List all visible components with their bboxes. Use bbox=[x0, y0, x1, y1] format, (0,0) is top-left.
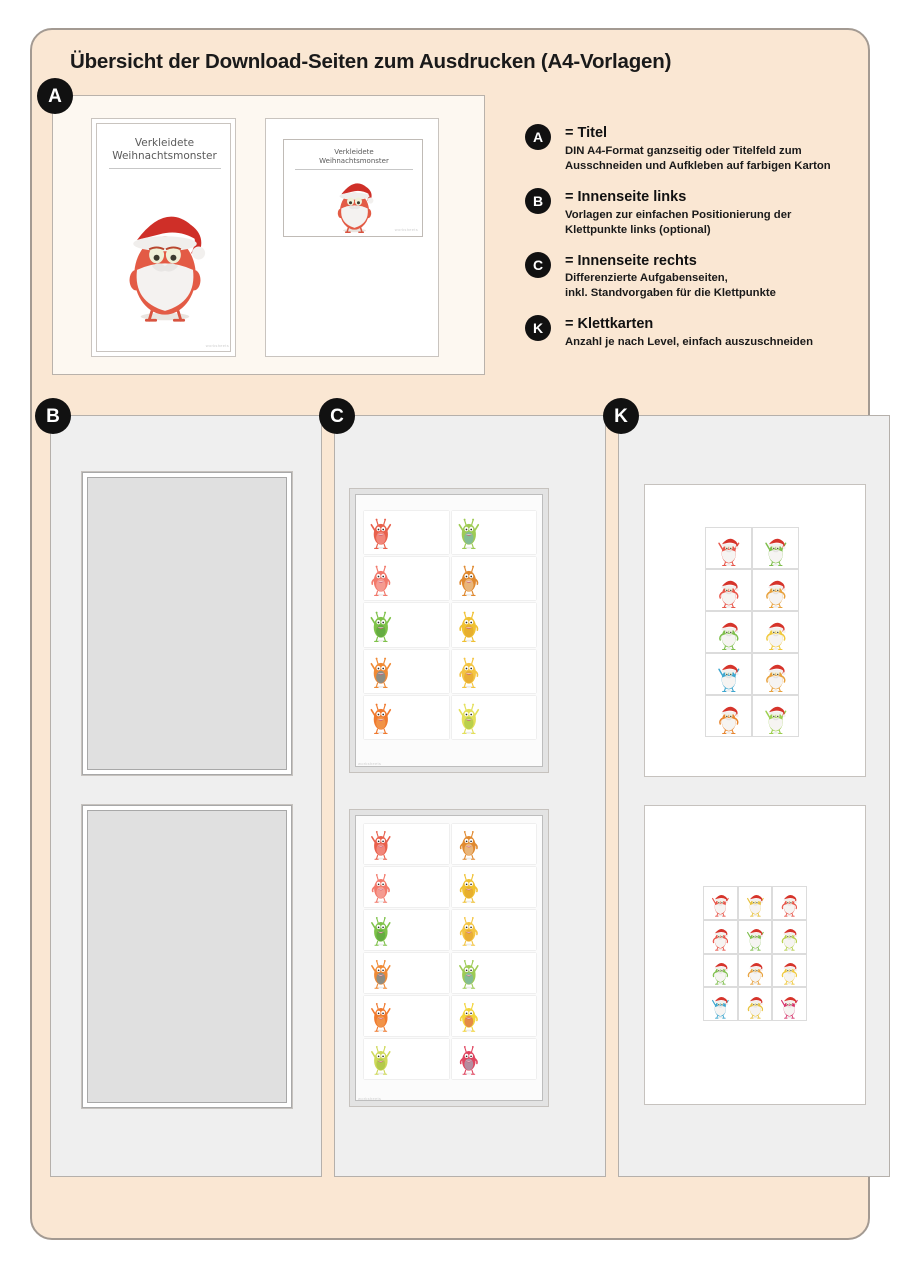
legend-line: Klettpunkte links (optional) bbox=[565, 223, 711, 236]
task-card[interactable] bbox=[364, 824, 449, 864]
task-card[interactable] bbox=[364, 696, 449, 739]
klett-card[interactable] bbox=[738, 886, 773, 920]
klett-card[interactable] bbox=[703, 886, 738, 920]
legend-heading: = Innenseite rechts bbox=[565, 252, 697, 269]
klett-card[interactable] bbox=[772, 954, 807, 988]
legend-heading: = Innenseite links bbox=[565, 188, 687, 205]
legend-heading: = Klettkarten bbox=[565, 316, 654, 333]
task-card[interactable] bbox=[364, 557, 449, 600]
legend-item-b bbox=[525, 190, 865, 238]
legend-line: Anzahl je nach Level, einfach auszuschneiden bbox=[565, 336, 813, 349]
task-card[interactable] bbox=[452, 603, 537, 646]
sticker-block bbox=[703, 886, 807, 1021]
klett-card[interactable] bbox=[705, 653, 752, 695]
badge-a-legend: A bbox=[525, 124, 551, 150]
section-a-container bbox=[48, 85, 485, 375]
klett-card[interactable] bbox=[705, 695, 752, 737]
monster-icon bbox=[369, 1042, 393, 1076]
klett-card[interactable] bbox=[738, 954, 773, 988]
blank-frame-page-2[interactable] bbox=[81, 804, 293, 1109]
monster-icon bbox=[369, 913, 393, 947]
klett-card[interactable] bbox=[705, 569, 752, 611]
watermark: worksheets bbox=[205, 343, 229, 348]
monster-santa-illustration-small bbox=[328, 168, 381, 234]
legend-item-a bbox=[525, 126, 865, 174]
klett-card[interactable] bbox=[703, 920, 738, 954]
monster-icon bbox=[369, 699, 393, 735]
santa-monster-icon bbox=[709, 698, 749, 735]
santa-monster-icon bbox=[709, 614, 749, 651]
sticker-block bbox=[705, 527, 799, 737]
santa-monster-icon bbox=[775, 990, 804, 1019]
title-card bbox=[283, 139, 423, 237]
monster-icon bbox=[369, 956, 393, 990]
klett-card[interactable] bbox=[703, 987, 738, 1021]
task-card[interactable] bbox=[364, 650, 449, 693]
page-inner-frame bbox=[87, 477, 287, 770]
klett-card[interactable] bbox=[703, 954, 738, 988]
monster-icon bbox=[457, 653, 481, 689]
monster-icon bbox=[457, 999, 481, 1033]
monster-icon bbox=[457, 827, 481, 861]
title-page-full[interactable] bbox=[91, 118, 236, 357]
task-card[interactable] bbox=[364, 603, 449, 646]
badge-c-legend: C bbox=[525, 252, 551, 278]
santa-monster-icon bbox=[741, 990, 770, 1019]
klett-card[interactable] bbox=[752, 569, 799, 611]
monster-icon bbox=[457, 870, 481, 904]
watermark: worksheets bbox=[358, 1096, 382, 1101]
task-card-grid bbox=[364, 824, 536, 1079]
santa-monster-icon bbox=[741, 888, 770, 917]
klett-card[interactable] bbox=[705, 611, 752, 653]
monster-icon bbox=[457, 607, 481, 643]
blank-frame-page-1[interactable] bbox=[81, 471, 293, 776]
klett-card[interactable] bbox=[738, 987, 773, 1021]
task-card[interactable] bbox=[452, 511, 537, 554]
task-card[interactable] bbox=[364, 511, 449, 554]
santa-monster-icon bbox=[775, 922, 804, 951]
legend-item-k bbox=[525, 317, 865, 351]
task-card[interactable] bbox=[452, 996, 537, 1036]
task-card[interactable] bbox=[452, 557, 537, 600]
santa-monster-icon bbox=[741, 956, 770, 985]
klett-card[interactable] bbox=[772, 987, 807, 1021]
overview-sheet bbox=[30, 28, 870, 1240]
monster-icon bbox=[369, 607, 393, 643]
monster-icon bbox=[369, 514, 393, 550]
santa-monster-icon bbox=[706, 888, 735, 917]
watermark: worksheets bbox=[358, 761, 382, 766]
task-card[interactable] bbox=[364, 953, 449, 993]
klett-card[interactable] bbox=[772, 920, 807, 954]
panel-innenseite-links bbox=[46, 405, 322, 1177]
klett-card[interactable] bbox=[752, 527, 799, 569]
klett-card[interactable] bbox=[752, 653, 799, 695]
santa-monster-icon bbox=[706, 956, 735, 985]
watermark: worksheets bbox=[394, 227, 418, 232]
aufgabenseite-level-2[interactable] bbox=[349, 809, 549, 1107]
monster-icon bbox=[457, 561, 481, 597]
monster-icon bbox=[369, 653, 393, 689]
task-card[interactable] bbox=[364, 910, 449, 950]
task-card[interactable] bbox=[452, 824, 537, 864]
title-card-heading: Verkleidete Weihnachtsmonster bbox=[292, 148, 416, 170]
santa-monster-icon bbox=[756, 614, 796, 651]
monster-icon bbox=[369, 561, 393, 597]
task-card[interactable] bbox=[364, 996, 449, 1036]
badge-b-legend: B bbox=[525, 188, 551, 214]
page-title: Übersicht der Download-Seiten zum Ausdrucken (A4-Vorlagen) bbox=[70, 50, 672, 73]
legend-line: Vorlagen zur einfachen Positionierung der bbox=[565, 208, 792, 221]
santa-monster-icon bbox=[709, 656, 749, 693]
monster-icon bbox=[457, 956, 481, 990]
badge-k-legend: K bbox=[525, 315, 551, 341]
legend-line: Ausschneiden und Aufkleben auf farbigen Karton bbox=[565, 159, 831, 172]
monster-icon bbox=[369, 870, 393, 904]
task-card[interactable] bbox=[452, 1039, 537, 1079]
panel-klettkarten bbox=[614, 405, 890, 1177]
badge-b: B bbox=[35, 398, 71, 434]
badge-a: A bbox=[37, 78, 73, 114]
santa-monster-icon bbox=[706, 990, 735, 1019]
legend-line: DIN A4-Format ganzseitig oder Titelfeld zum bbox=[565, 144, 802, 157]
section-a-pages bbox=[53, 96, 484, 374]
santa-monster-icon bbox=[756, 698, 796, 735]
badge-k: K bbox=[603, 398, 639, 434]
monster-icon bbox=[369, 999, 393, 1033]
klett-card[interactable] bbox=[772, 886, 807, 920]
legend-line: inkl. Standvorgaben für die Klettpunkte bbox=[565, 287, 776, 300]
task-card[interactable] bbox=[452, 910, 537, 950]
klett-card[interactable] bbox=[752, 695, 799, 737]
page-inner-frame bbox=[87, 810, 287, 1103]
santa-monster-icon bbox=[706, 922, 735, 951]
santa-monster-icon bbox=[709, 572, 749, 609]
task-card-grid bbox=[364, 511, 536, 739]
monster-icon bbox=[457, 1042, 481, 1076]
monster-icon bbox=[369, 827, 393, 861]
task-card[interactable] bbox=[364, 867, 449, 907]
title-page-full-heading: Verkleidete Weihnachtsmonster bbox=[104, 137, 225, 169]
santa-monster-icon bbox=[756, 572, 796, 609]
santa-monster-icon bbox=[775, 956, 804, 985]
klett-card[interactable] bbox=[752, 611, 799, 653]
title-page-card[interactable] bbox=[265, 118, 439, 357]
klett-card[interactable] bbox=[705, 527, 752, 569]
panel-innenseite-rechts bbox=[330, 405, 606, 1177]
monster-icon bbox=[457, 699, 481, 735]
klettkarten-level-1[interactable] bbox=[644, 484, 866, 777]
monster-santa-illustration bbox=[118, 184, 212, 324]
task-card[interactable] bbox=[452, 953, 537, 993]
task-card[interactable] bbox=[364, 1039, 449, 1079]
legend-item-c bbox=[525, 254, 865, 302]
task-card[interactable] bbox=[452, 650, 537, 693]
klettkarten-level-2[interactable] bbox=[644, 805, 866, 1105]
monster-icon bbox=[457, 514, 481, 550]
badge-c: C bbox=[319, 398, 355, 434]
santa-monster-icon bbox=[775, 888, 804, 917]
task-card[interactable] bbox=[452, 696, 537, 739]
santa-monster-icon bbox=[756, 530, 796, 567]
legend-heading: = Titel bbox=[565, 125, 608, 141]
aufgabenseite-level-1[interactable] bbox=[349, 488, 549, 773]
santa-monster-icon bbox=[741, 922, 770, 951]
monster-icon bbox=[457, 913, 481, 947]
santa-monster-icon bbox=[756, 656, 796, 693]
legend-line: Differenzierte Aufgabenseiten, bbox=[565, 272, 728, 285]
legend bbox=[525, 126, 865, 367]
klett-card[interactable] bbox=[738, 920, 773, 954]
task-card[interactable] bbox=[452, 867, 537, 907]
santa-monster-icon bbox=[709, 530, 749, 567]
